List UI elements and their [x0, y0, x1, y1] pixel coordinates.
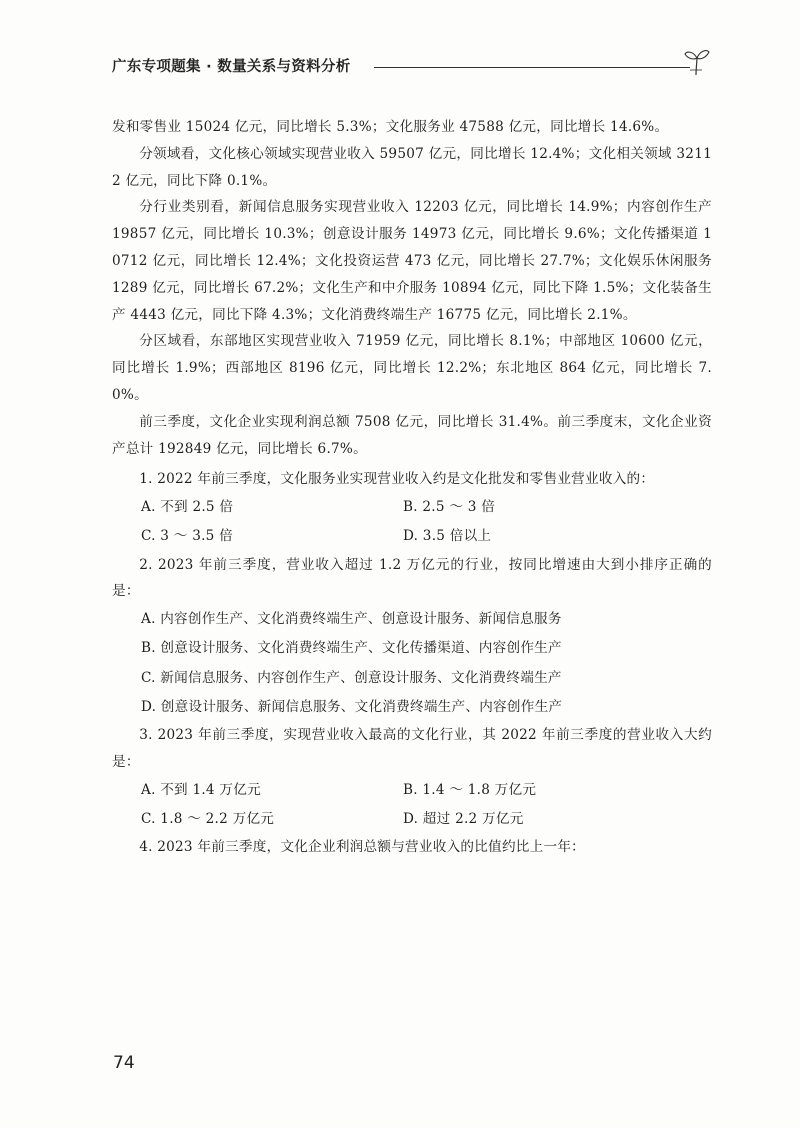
- question-stem: 4. 2023 年前三季度，文化企业利润总额与营业收入的比值约比上一年：: [139, 838, 586, 855]
- sprout-icon: [684, 48, 710, 76]
- option-b: B. 创意设计服务、文化消费终端生产、文化传播渠道、内容创作生产: [141, 640, 562, 657]
- option-d: D. 3.5 倍以上: [403, 528, 492, 545]
- paragraph-by-region: 分区域看，东部地区实现营业收入 71959 亿元，同比增长 8.1%；中部地区 10600 亿元，同比增长 1.9%；西部地区 8196 亿元，同比增长 12.2%；东北地区 864 亿元，同比增长 7.0%。: [112, 333, 712, 403]
- option-c: C. 1.8 ～ 2.2 万亿元: [141, 810, 275, 827]
- question-options: [112, 605, 712, 722]
- header-rule: [374, 67, 690, 68]
- page-content: [112, 114, 712, 861]
- paragraph-by-industry: 分行业类别看，新闻信息服务实现营业收入 12203 亿元，同比增长 14.9%；内容创作生产 19857 亿元，同比增长 10.3%；创意设计服务 14973 亿元，同比增长 9.6%；文化传播渠道 10712 亿元，同比增长 12.4%；文化投资运营 473 亿元，同比增长 27.7%；文化娱乐休闲服务 1289 亿元，同比增长 67.2%；文化生产和中介服务 10894 亿元，同比下降 1.5%；文化装备生产 4443 亿元，同比下降 4.3%；文化消费终端生产 16775 亿元，同比增长 2.1%。: [112, 199, 712, 323]
- question-options: [112, 776, 712, 834]
- option-a: A. 不到 2.5 倍: [141, 499, 234, 516]
- option-a: A. 不到 1.4 万亿元: [141, 781, 261, 798]
- option-d: D. 创意设计服务、新闻信息服务、文化消费终端生产、内容创作生产: [141, 698, 563, 715]
- header-title: 广东专项题集 · 数量关系与资料分析: [112, 59, 351, 75]
- option-b: B. 1.4 ～ 1.8 万亿元: [403, 781, 537, 798]
- option-a: A. 内容创作生产、文化消费终端生产、创意设计服务、新闻信息服务: [141, 611, 562, 628]
- option-d: D. 超过 2.2 万亿元: [403, 810, 524, 827]
- option-c: C. 3 ～ 3.5 倍: [141, 528, 233, 545]
- page-number: 74: [113, 1053, 135, 1073]
- paragraph-continued: 发和零售业 15024 亿元，同比增长 5.3%；文化服务业 47588 亿元，同比增长 14.6%。: [112, 119, 669, 135]
- option-b: B. 2.5 ～ 3 倍: [403, 499, 496, 516]
- question-options: [112, 493, 712, 551]
- paragraph-by-field: 分领域看，文化核心领域实现营业收入 59507 亿元，同比增长 12.4%；文化相关领域 32112 亿元，同比下降 0.1%。: [112, 145, 712, 189]
- paragraph-profit: 前三季度，文化企业实现利润总额 7508 亿元，同比增长 31.4%。前三季度末，文化企业资产总计 192849 亿元，同比增长 6.7%。: [112, 413, 712, 457]
- question-stem: 1. 2022 年前三季度，文化服务业实现营业收入约是文化批发和零售业营业收入的：: [139, 471, 655, 488]
- question-stem: 3. 2023 年前三季度，实现营业收入最高的文化行业，其 2022 年前三季度的营业收入大约是：: [112, 726, 712, 770]
- option-c: C. 新闻信息服务、内容创作生产、创意设计服务、文化消费终端生产: [141, 669, 562, 686]
- running-header: [112, 52, 712, 82]
- question-stem: 2. 2023 年前三季度，营业收入超过 1.2 万亿元的行业，按同比增速由大到小排序正确的是：: [112, 556, 712, 600]
